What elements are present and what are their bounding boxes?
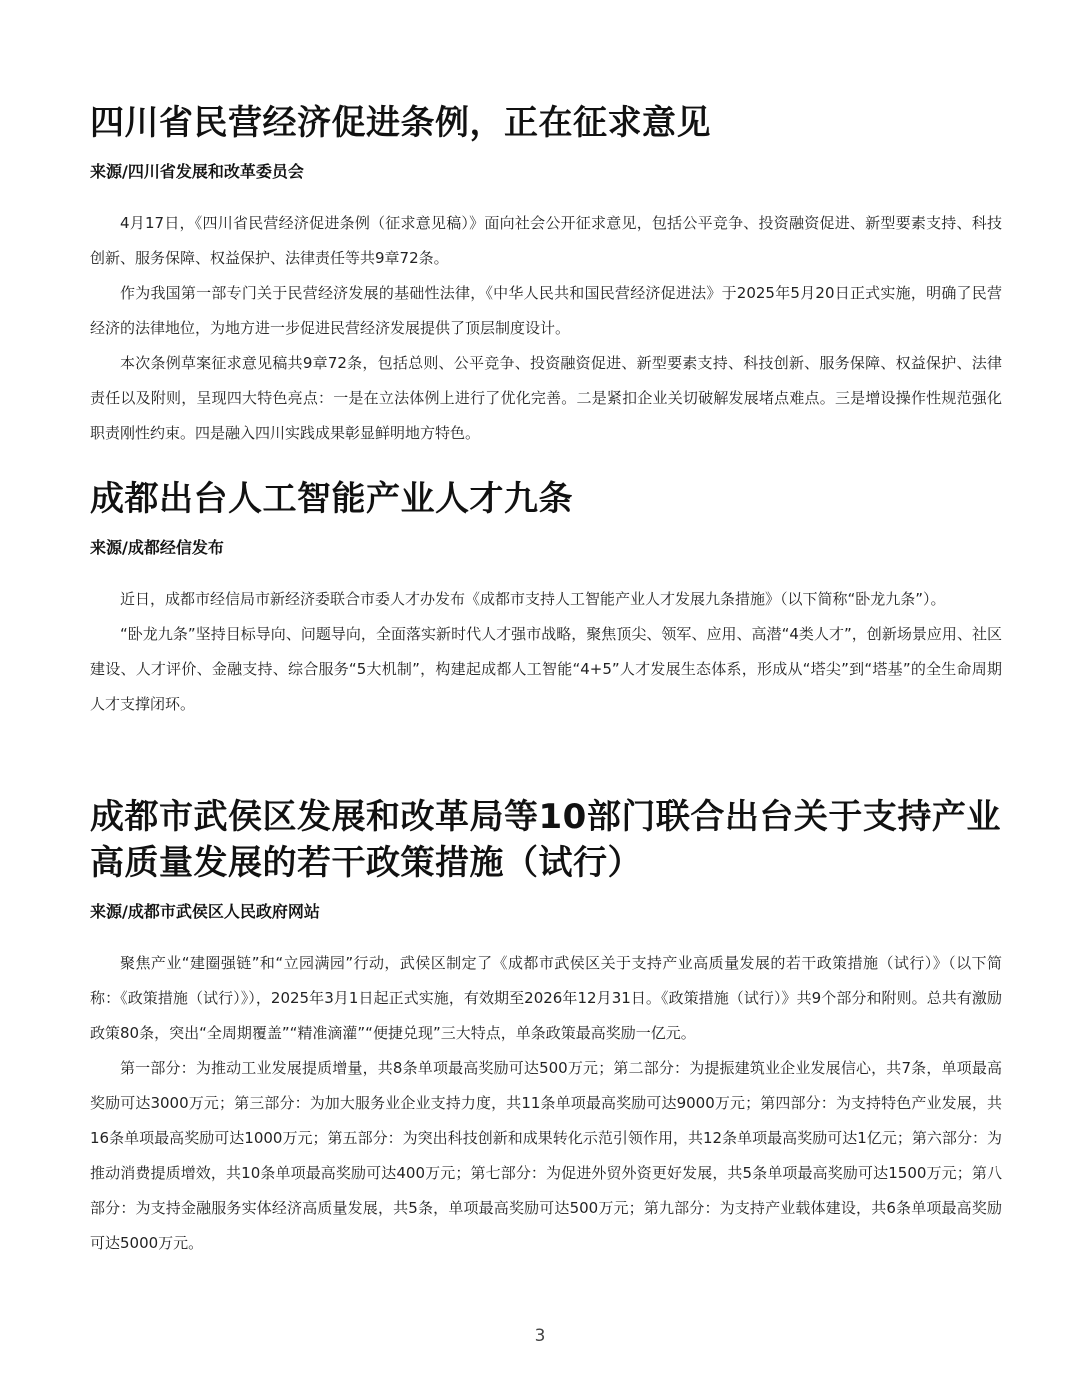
page-number: 3 bbox=[534, 1326, 546, 1346]
article-title: 四川省民营经济促进条例，正在征求意见 bbox=[90, 103, 711, 143]
paragraph: 作为我国第一部专门关于民营经济发展的基础性法律，《中华人民共和国民营经济促进法》于2025年5月20日正式实施，明确了民营经济的法律地位，为地方进一步促进民营经济发展提供了顶层制度设计。 bbox=[90, 284, 1002, 337]
paragraph: 本次条例草案征求意见稿共9章72条，包括总则、公平竞争、投资融资促进、新型要素支持、科技创新、服务保障、权益保护、法律责任以及附则，呈现四大特色亮点：一是在立法体例上进行了优化完善。二是紧扣企业关切破解发展堵点难点。三是增设操作性规范强化职责刚性约束。四是融入四川实践成果彰显鲜明地方特色。 bbox=[90, 354, 1002, 442]
paragraph: 第一部分：为推动工业发展提质增量，共8条单项最高奖励可达500万元；第二部分：为提振建筑业企业发展信心，共7条，单项最高奖励可达3000万元；第三部分：为加大服务业企业支持力度，共11条单项最高奖励可达9000万元；第四部分：为支持特色产业发展，共16条单项最高奖励可达1000万元；第五部分：为突出科技创新和成果转化示范引领作用，共12条单项最高奖励可达1亿元；第六部分：为推动消费提质增效，共10条单项最高奖励可达400万元；第七部分：为促进外贸外资更好发展，共5条单项最高奖励可达1500万元；第八部分：为支持金融服务实体经济高质量发展，共5条，单项最高奖励可达500万元；第九部分：为支持产业载体建设，共6条单项最高奖励可达5000万元。 bbox=[90, 1059, 1002, 1252]
article-source: 来源/成都市武侯区人民政府网站 bbox=[90, 902, 320, 921]
article-body bbox=[90, 946, 1002, 1261]
article-chengdu-ai-talent bbox=[90, 476, 1002, 722]
article-title: 成都市武侯区发展和改革局等10部门联合出台关于支持产业高质量发展的若干政策措施（试行） bbox=[90, 797, 1001, 883]
paragraph: 4月17日，《四川省民营经济促进条例（征求意见稿）》面向社会公开征求意见，包括公平竞争、投资融资促进、新型要素支持、科技创新、服务保障、权益保护、法律责任等共9章72条。 bbox=[90, 214, 1002, 267]
article-wuhou-industry-policy bbox=[90, 794, 1002, 1261]
article-body bbox=[90, 206, 1002, 451]
article-sichuan-private-economy bbox=[90, 100, 1002, 451]
paragraph: “卧龙九条”坚持目标导向、问题导向，全面落实新时代人才强市战略，聚焦顶尖、领军、应用、高潜“4类人才”，创新场景应用、社区建设、人才评价、金融支持、综合服务“5大机制”，构建起成都人工智能“4+5”人才发展生态体系，形成从“塔尖”到“塔基”的全生命周期人才支撑闭环。 bbox=[90, 625, 1002, 713]
paragraph: 聚焦产业“建圈强链”和“立园满园”行动，武侯区制定了《成都市武侯区关于支持产业高质量发展的若干政策措施（试行）》（以下简称：《政策措施（试行）》），2025年3月1日起正式实施，有效期至2026年12月31日。《政策措施（试行）》共9个部分和附则。总共有激励政策80条，突出“全周期覆盖”“精准滴灌”“便捷兑现”三大特点，单条政策最高奖励一亿元。 bbox=[90, 954, 1002, 1042]
paragraph: 近日，成都市经信局市新经济委联合市委人才办发布《成都市支持人工智能产业人才发展九条措施》（以下简称“卧龙九条”）。 bbox=[120, 590, 946, 608]
article-body bbox=[90, 582, 1002, 722]
article-source: 来源/成都经信发布 bbox=[90, 538, 224, 557]
article-title: 成都出台人工智能产业人才九条 bbox=[90, 479, 573, 519]
article-source: 来源/四川省发展和改革委员会 bbox=[90, 162, 304, 181]
